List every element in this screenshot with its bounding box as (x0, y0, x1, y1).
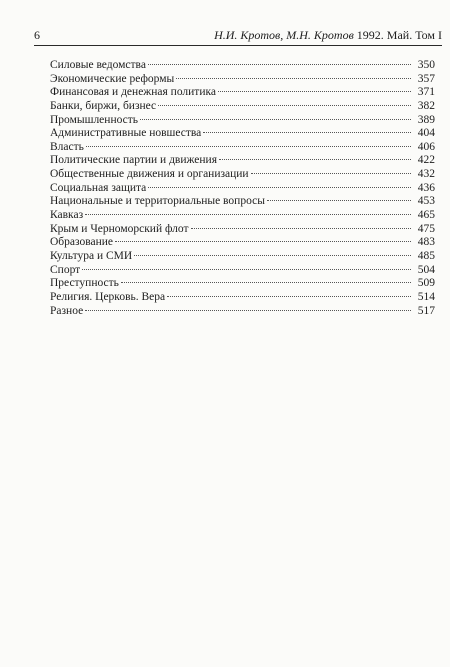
toc-entry-page: 350 (417, 59, 435, 71)
toc-dot-leader (82, 269, 411, 270)
toc-entry-page: 517 (417, 304, 435, 317)
toc-entry-title: Кавказ (50, 209, 84, 222)
toc-entry-title: Преступность (50, 277, 119, 290)
toc-dot-leader (148, 64, 411, 65)
toc-entry (50, 209, 435, 223)
toc-entry-title: Силовые ведомства (50, 59, 146, 71)
running-title (214, 27, 442, 43)
toc-dot-leader (176, 78, 411, 79)
header-rule (34, 45, 442, 46)
toc-entry-title: Административные новшества (50, 127, 202, 140)
toc-entry (50, 250, 435, 264)
toc-dot-leader (85, 310, 411, 311)
toc-entry-title: Промышленность (50, 113, 139, 126)
toc-entry-title: Религия. Церковь. Вера (50, 290, 166, 303)
toc-entry-page: 389 (417, 113, 435, 126)
toc-entry (50, 305, 435, 319)
toc-entry (50, 73, 435, 87)
toc-entry-page: 483 (417, 236, 435, 249)
toc-entry-page: 432 (417, 168, 435, 181)
toc-entry (50, 264, 435, 278)
toc-entry (50, 59, 435, 73)
toc-dot-leader (86, 146, 411, 147)
toc-entry-page: 406 (417, 140, 435, 153)
table-of-contents (50, 59, 435, 318)
toc-dot-leader (85, 214, 411, 215)
toc-entry-page: 422 (417, 154, 435, 167)
toc-entry (50, 223, 435, 237)
toc-entry-title: Крым и Черноморский флот (50, 222, 189, 235)
toc-dot-leader (140, 119, 411, 120)
toc-entry (50, 277, 435, 291)
toc-entry-title: Разное (50, 304, 84, 317)
toc-entry-page: 475 (417, 222, 435, 235)
toc-dot-leader (203, 132, 411, 133)
toc-dot-leader (191, 228, 411, 229)
toc-entry (50, 291, 435, 305)
toc-dot-leader (167, 296, 411, 297)
running-header (34, 27, 442, 43)
running-title-authors: Н.И. Кротов, М.Н. Кротов (214, 28, 354, 42)
toc-dot-leader (115, 241, 411, 242)
toc-entry (50, 114, 435, 128)
toc-entry (50, 141, 435, 155)
toc-entry-title: Спорт (50, 263, 81, 276)
toc-entry (50, 100, 435, 114)
toc-entry (50, 154, 435, 168)
toc-entry-page: 514 (417, 290, 435, 303)
toc-entry (50, 168, 435, 182)
toc-entry-page: 504 (417, 263, 435, 276)
toc-entry-title: Политические партии и движения (50, 154, 218, 167)
toc-entry (50, 236, 435, 250)
toc-entry (50, 86, 435, 100)
toc-entry-title: Банки, биржи, бизнес (50, 99, 157, 112)
page-number: 6 (34, 28, 40, 42)
toc-entry-title: Общественные движения и организации (50, 168, 249, 181)
toc-entry (50, 127, 435, 141)
toc-entry-page: 453 (417, 195, 435, 208)
toc-dot-leader (148, 187, 411, 188)
toc-entry-page: 382 (417, 99, 435, 112)
toc-entry-title: Финансовая и денежная политика (50, 86, 217, 99)
toc-entry-page: 436 (417, 181, 435, 194)
toc-entry (50, 182, 435, 196)
toc-entry-title: Социальная защита (50, 181, 147, 194)
toc-entry-page: 371 (417, 86, 435, 99)
toc-entry-page: 404 (417, 127, 435, 140)
toc-entry (50, 195, 435, 209)
toc-entry-page: 509 (417, 277, 435, 290)
toc-dot-leader (158, 105, 411, 106)
toc-entry-title: Культура и СМИ (50, 249, 133, 262)
toc-dot-leader (267, 200, 411, 201)
toc-entry-page: 357 (417, 72, 435, 85)
toc-entry-title: Образование (50, 236, 114, 249)
toc-entry-page: 485 (417, 249, 435, 262)
toc-dot-leader (251, 173, 411, 174)
toc-entry-title: Национальные и территориальные вопросы (50, 195, 265, 208)
toc-entry-title: Власть (50, 140, 84, 153)
toc-dot-leader (121, 282, 411, 283)
running-title-rest: 1992. Май. Том I (356, 28, 442, 42)
toc-dot-leader (219, 159, 411, 160)
toc-dot-leader (218, 91, 411, 92)
toc-dot-leader (134, 255, 411, 256)
toc-entry-title: Экономические реформы (50, 72, 175, 85)
toc-entry-page: 465 (417, 209, 435, 222)
